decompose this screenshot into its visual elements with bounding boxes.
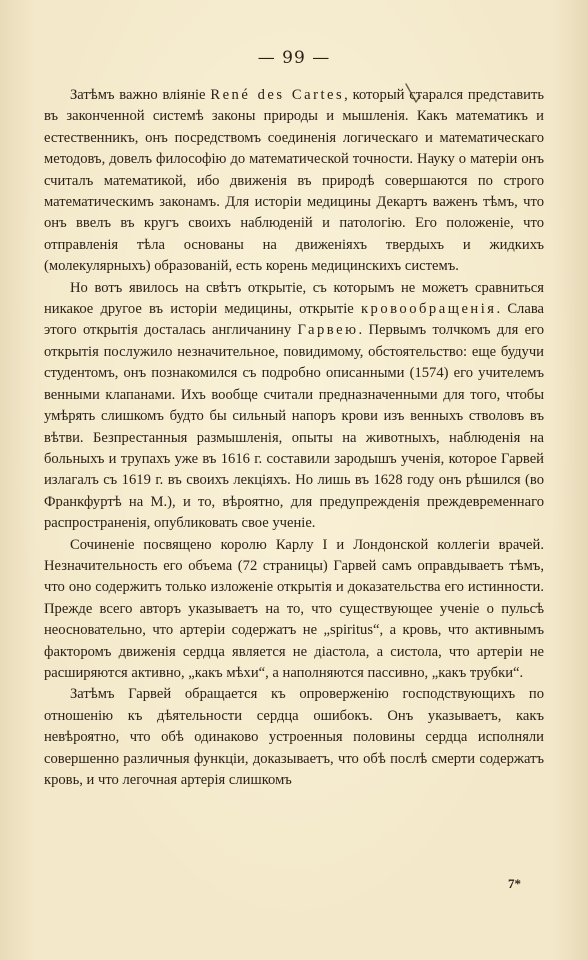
page-number: — 99 —	[257, 48, 331, 68]
name-harvey: Гарвею	[297, 322, 359, 339]
paragraph-2	[44, 278, 544, 535]
text-run: . Первымъ толчкомъ для его открытія послужило незначительное, повидимому, обстоятельство: еще будучи студентомъ, онъ познакомился съ подробно описанными (1574) его учителемъ венными клапанами. Ихъ вообще считали предназначенными для того, чтобы умѣрять слишкомъ будто бы сильный напоръ крови изъ венныхъ стволовъ въ вѣтви. Безпрестанныя размышленія, опыты на животныхъ, наблюденія на больныхъ и трупахъ уже въ 1616 г. составили зародышъ ученія, которое Гарвей излагалъ съ 1619 г. въ своихъ лекціяхъ. Но лишь въ 1628 году онъ рѣшился (во Франкфуртѣ на М.), и то, вѣроятно, для предупрежденія преждевременнаго распространенія, опубликовать свое ученіе.	[44, 322, 544, 532]
name-descartes: René des Cartes	[210, 87, 345, 103]
text-run: . Слава этого открытія досталась англичанину	[44, 301, 544, 339]
paragraph-4	[44, 684, 544, 791]
printer-signature: 7*	[508, 876, 521, 891]
text-run: Но вотъ явилось на свѣтъ открытіе, съ которымъ не можетъ сравниться никакое другое въ исторіи медицины, открытіе	[44, 279, 544, 318]
term-blood-circulation: кровообращенія	[360, 301, 497, 318]
paragraph-1	[44, 85, 544, 278]
text-run: , который старался представить въ законченной системѣ законы природы и мышленія. Какъ математикъ и естественникъ, онъ посредствомъ соединенія логическаго и математическаго методовъ, довелъ философію до математической точности. Науку о матеріи онъ считалъ математикой, ибо движенія въ природѣ совершаются по строго математическимъ законамъ. Для исторіи медицины Декартъ важенъ тѣмъ, что онъ ввелъ въ кругъ своихъ наблюденій и патологію. Его положеніе, что отправленія тѣла основаны на движеніяхъ твердыхъ и жидкихъ (молекулярныхъ) образованій, есть корень медицинскихъ системъ.	[44, 87, 544, 275]
body-text	[44, 85, 544, 791]
text-run: Затѣмъ Гарвей обращается къ опроверженію господствующихъ по отношенію къ дѣятельности сердца ошибокъ. Онъ указываетъ, какъ невѣроятно, что обѣ одинаково устроенныя половины сердца исполняли совершенно различныя функціи, доказываетъ, что обѣ послѣ смерти содержатъ кровь, и что легочная артерія слишкомъ	[44, 686, 544, 788]
paragraph-3	[44, 535, 544, 685]
text-run: Затѣмъ важно вліяніе	[70, 87, 211, 103]
text-run: Сочиненіе посвящено королю Карлу I и Лондонской коллегіи врачей. Незначительность его объема (72 страницы) Гарвей самъ оправдываетъ тѣмъ, что оно содержитъ только изложеніе открытія и доказательства его истинности. Прежде всего авторъ указываетъ на то, что существующее ученіе о пульсѣ неосновательно, что артеріи содержатъ не „spiritus“, а кровь, что активнымъ факторомъ движенія сердца является не діастола, а систола, что артеріи не расширяются активно, „какъ мѣхи“, а наполняются пассивно, „какъ трубки“.	[44, 536, 544, 681]
